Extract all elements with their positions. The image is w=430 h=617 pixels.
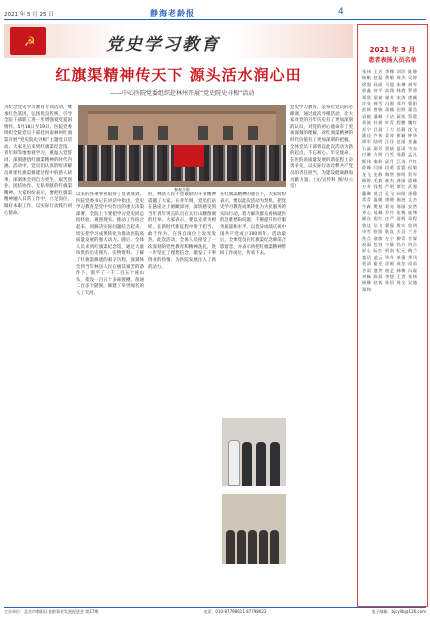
praise-list-box (357, 24, 428, 607)
praise-names: 张伟 王芳 李娜 刘洋 陈静 杨帆 赵磊 黄敏 周杰 吴婷 徐强 孙丽 马超 朱琳 胡军 郭鑫 何平 高翔 林霞 罗勇 郑欣 梁斌 谢芳 宋涛 唐颖 许亮 韩雪 冯刚 邓丹 曹阳 彭辉 曾敏 萧楠 田野 董浩 袁媛 潘峰 于洁 蒋凯 蔡蕾 余波 杜娟 叶青 程鹏 魏红 苏宁 吕晨 丁力 任静 沈飞 姚佳 卢伟 姜涛 崔颖 钟华 谭军 陆明 汪洋 范丽 金鑫 石磊 廖芳 贾斌 夏雨 韦东 付琳 方明 白雪 邹静 孟凡 熊伟 秦岭 邱月 江涛 尹红 薛峰 闫丽 段勇 雷霆 侯敏 龙飞 史静 陶然 黎明 贺军 顾婷 毛毅 郝杰 龚丽 邵峰 万芳 钱程 严明 覃红 武强 戴琳 莫言 孔飞 向阳 汤静 常青 温暖 康健 施展 文杰 牛犇 樊星 葛亮 邢丽 安然 齐心 易峰 乔丹 伍梅 庞博 颜良 倪红 庄严 聂辉 章程 鲁达 岳飞 翟强 殷实 詹明 申雪 欧阳 耿直 关羽 兰芳 焦点 俞敏 左宁 柳青 甘霖 祝福 包容 宁静 尚方 符合 舒心 阮红 柯南 纪元 梅兰 童话 凌云 毕升 单强 季风 裴清 霍光 涂画 成龙 苗苗 谷雨 盛世 曲艺 韩梅 冯磊 刘畅 陈晨 李想 王者 张扬 杨柳 赵钱 孙悟 周全 吴越 郑和 (362, 69, 418, 292)
page-footer (4, 607, 426, 615)
article-column-4: 在红旗渠精神的感召下，大家纷纷表示，要以此次活动为契机，把党史学习教育成果转化为为民服务的实际行动，着力解决群众看病就医的急难愁盼问题，不断提升医疗服务质量和水平，以优异成绩庆祝中国共产党成立100周年。活动最后，全体党员在红旗渠纪念碑前合影留念，并表示将把红旗渠精神带回工作岗位，传承下去。 (220, 192, 286, 257)
photo-caption: 参观合影 (174, 187, 190, 192)
red-flag (174, 145, 204, 167)
praise-list-title: 患者表扬人员名单 (368, 57, 417, 64)
issue-date: 2021 年 5 月 25 日 (4, 12, 54, 18)
article-column-2: 以来的各项事业取得了显著成效。医院党委书记在讲话中指出，党史学习教育是党中央作出的重大决策部署，全院上下要把学习党史同总结经验、观照现实、推动工作结合起来，同解决实际问题结合起来，切实把学习成果转化为推动医院高质量发展的强大动力。随后，全体人员来到红旗渠纪念馆，通过大量珍贵的历史图片、实物资料，了解了红旗渠修建的艰辛历程，深刻体会到当年林县人民在极其艰苦的条件下，削平了一千二百五十座山头，架设一百五十多座渡槽，凿通二百多个隧洞，修建了举世闻名的人工天河。 (76, 192, 144, 296)
hammer-sickle-icon: ☭ (24, 35, 36, 50)
footer-publisher: 主办单位：北京市朝阳区老龄事业发展促进会 第17期 (4, 609, 99, 614)
group-photo (78, 105, 286, 187)
footer-email: 电子邮箱：bjcyllb@126.com (371, 609, 426, 614)
footer-phone: 电话：010-87798611 87798622 (203, 609, 267, 614)
page-number: 4 (338, 7, 344, 17)
visit-photo-1 (222, 418, 286, 486)
header-rule (4, 19, 426, 20)
article-headline: 红旗渠精神传天下 源头活水润心田 (55, 66, 302, 84)
article-subheadline: ——中心医院党委组织赴林州开展“党史院史寻根”活动 (110, 90, 255, 97)
party-flag-icon (10, 27, 46, 55)
article-column-5: 党史学习教育，是每位党员的必修课，通过此次寻根活动，让大家对党的百年历史有了更加深刻的认识，对党的初心使命有了更加深刻的理解，对红旗渠精神的时代价值有了更加深刻的把握。全体党员干部将以此次活动为新的起点，不忘初心、牢记使命，在医院高质量发展的新征程上奋勇争先，以实际行动诠释共产党员的责任担当，为建设健康静海贡献力量。（文/宣传科 图/办公室） (290, 105, 353, 190)
banner-title: 党史学习教育 (106, 35, 220, 55)
visit-photo-2 (222, 494, 286, 564)
article-column-3: 的，林县人民不畏艰险的斗争精神震撼了大家。在青年洞，党员们站在悬崖之上俯瞰漳河，深切感受到当年青年突击队员在太行山腰凿洞的壮举。大家表示，要以先辈为榜样，在新时代新征程中勇于担当、敢于作为，在各自岗位上发光发热。此次活动，全体人员接受了一次深刻的党性教育和精神洗礼，进一步坚定了理想信念，激发了干事创业的热情，为医院发展注入了新的动力。 (148, 192, 216, 270)
paper-title: 静海老龄报 (150, 9, 195, 18)
section-banner (4, 24, 353, 58)
article-column-1: 为纪念党史学习教育专项活动，继承红色基因，弘扬优良传统，引导全院干部职工进一步增强爱党爱国情怀。5月18日至19日，医院党委组织全院党员干部赴河南林州红旗渠开展“党史院史寻根”主题党日活动。大家先后来到红旗渠纪念馆、青年洞等地参观学习，重温入党誓词，深刻感悟红旗渠精神的时代内涵。活动中，党员们认真聆听讲解员讲述红旗渠修建过程中的感人故事，深刻体会到自力更生、艰苦创业、团结协作、无私奉献的红旗渠精神。大家纷纷表示，要把红旗渠精神融入日常工作中，立足岗位，做好本职工作，以实际行动践行初心使命。 (4, 105, 72, 216)
praise-list-date: 2021 年 3 月 (369, 46, 416, 54)
